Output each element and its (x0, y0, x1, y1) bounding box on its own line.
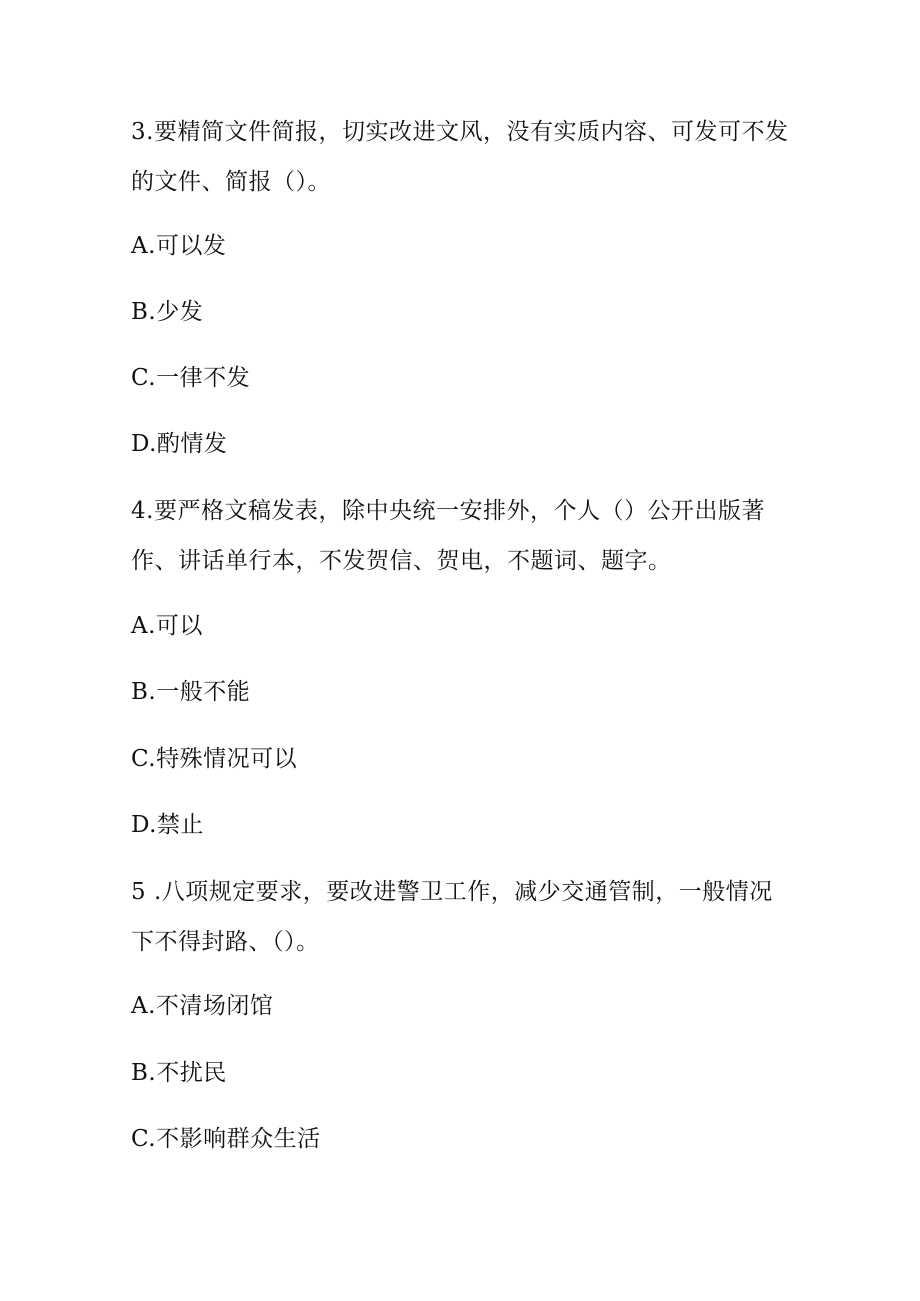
question-4-stem-line-1: 4.要严格文稿发表，除中央统一安排外，个人（）公开出版著 (131, 498, 765, 524)
question-3-option-d: D.酌情发 (131, 431, 228, 457)
question-4-stem-line-2: 作、讲话单行本，不发贺信、贺电，不题词、题字。 (131, 548, 672, 574)
question-3-option-b: B.少发 (131, 299, 204, 325)
question-5-option-b: B.不扰民 (131, 1060, 227, 1086)
question-4-option-b: B.一般不能 (131, 679, 251, 705)
question-3-option-c: C.一律不发 (131, 365, 251, 391)
question-5-option-c: C.不影响群众生活 (131, 1126, 321, 1152)
question-3-option-a: A.可以发 (131, 233, 227, 259)
question-5-stem-line-1: 5 .八项规定要求，要改进警卫工作，减少交通管制，一般情况 (131, 879, 773, 905)
question-3-stem-line-2: 的文件、简报（）。 (131, 169, 331, 195)
question-4-option-d: D.禁止 (131, 812, 204, 838)
question-5-option-a: A.不清场闭馆 (131, 993, 274, 1019)
question-4-option-c: C.特殊情况可以 (131, 746, 298, 772)
question-4-option-a: A.可以 (131, 613, 203, 639)
question-3-stem-line-1: 3.要精简文件简报，切实改进文风，没有实质内容、可发可不发 (131, 119, 789, 145)
question-5-stem-line-2: 下不得封路、（）。 (131, 929, 320, 955)
